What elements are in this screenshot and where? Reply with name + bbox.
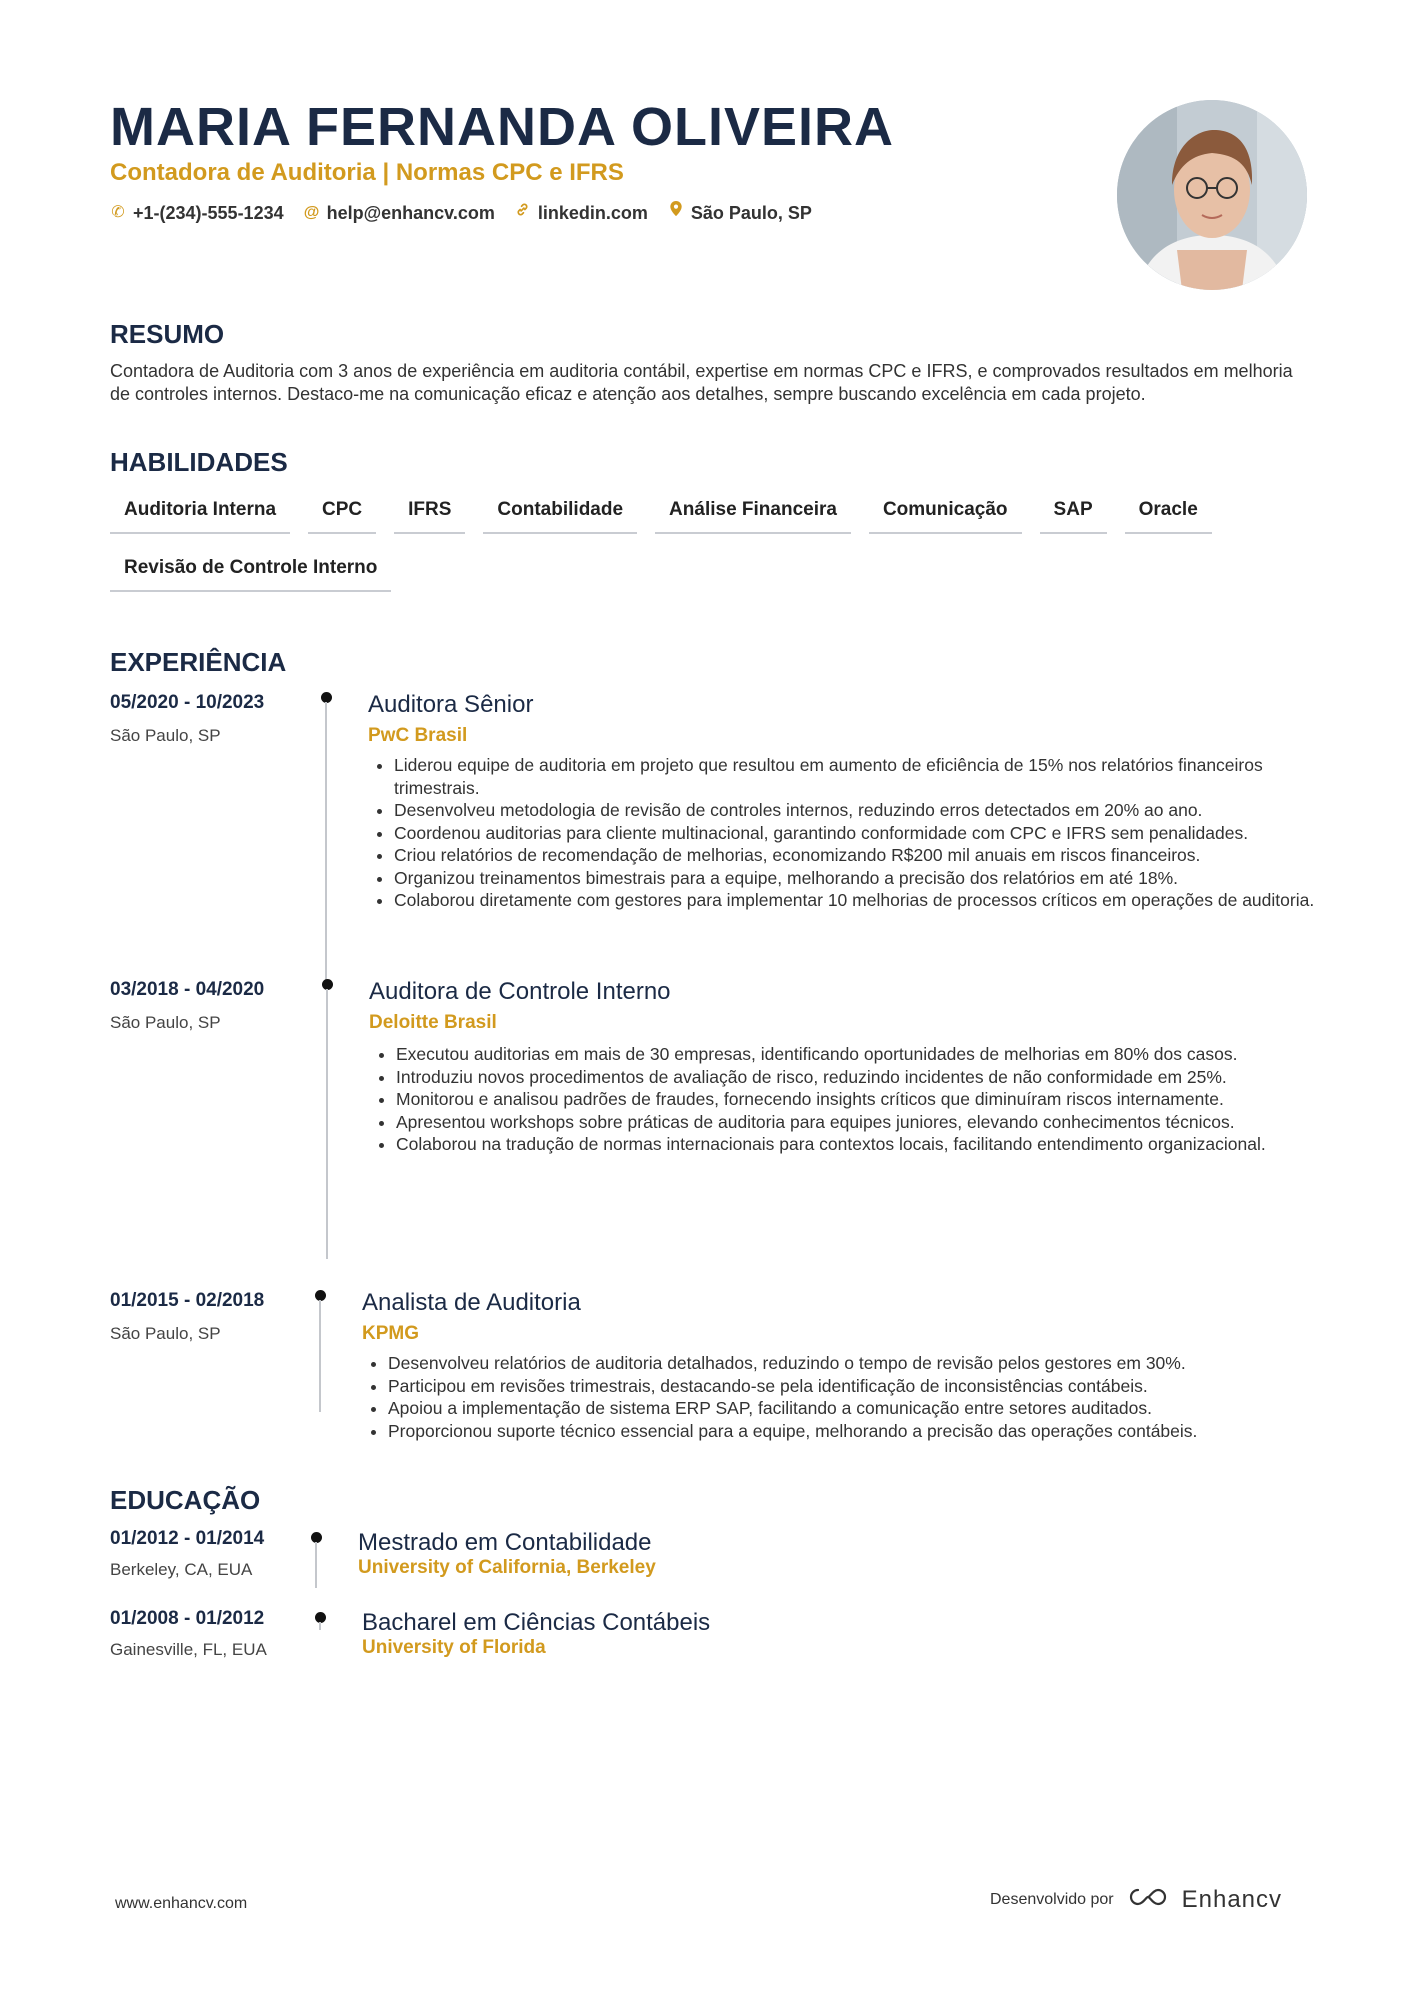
experience-company: KPMG <box>362 1323 419 1344</box>
education-location: Gainesville, FL, EUA <box>110 1640 267 1659</box>
timeline-line <box>319 1300 321 1412</box>
education-date: 01/2012 - 01/2014 <box>110 1528 265 1549</box>
education-heading: EDUCAÇÃO <box>110 1485 261 1515</box>
skill-tag: Oracle <box>1125 490 1212 534</box>
link-icon <box>515 200 531 226</box>
contact-location <box>668 200 812 226</box>
location-pin-icon <box>668 200 684 226</box>
profile-photo <box>1117 100 1307 290</box>
bullet-item: • Introduziu novos procedimentos de avaliação de risco, reduzindo incidentes de não conformidade em 25%. <box>396 1066 1326 1089</box>
contact-phone <box>110 200 284 226</box>
brand-name: Enhancv <box>1181 1885 1283 1913</box>
timeline-line <box>326 989 328 1259</box>
experience-location: São Paulo, SP <box>110 726 221 745</box>
experience-date: 05/2020 - 10/2023 <box>110 692 265 713</box>
experience-company: Deloitte Brasil <box>369 1012 497 1033</box>
contact-phone-text: +1-(234)-555-1234 <box>133 203 284 223</box>
experience-role: Analista de Auditoria <box>362 1289 581 1316</box>
bullet-item: • Colaborou diretamente com gestores para implementar 10 melhorias de processos críticos em operações de auditoria. <box>394 889 1324 912</box>
contact-linkedin-text[interactable]: linkedin.com <box>537 203 648 223</box>
experience-bullets <box>374 1043 1326 1156</box>
education-degree: Mestrado em Contabilidade <box>358 1529 652 1556</box>
summary-heading: RESUMO <box>110 319 225 349</box>
bullet-item: • Coordenou auditorias para cliente multinacional, garantindo conformidade com CPC e IFRS sem penalidades. <box>394 822 1324 845</box>
experience-heading: EXPERIÊNCIA <box>110 647 287 677</box>
bullet-item: • Desenvolveu relatórios de auditoria detalhados, reduzindo o tempo de revisão pelos gestores em 30%. <box>388 1352 1328 1375</box>
contact-linkedin[interactable] <box>515 200 648 226</box>
skill-tag: Análise Financeira <box>655 490 851 534</box>
at-icon: @ <box>303 204 320 221</box>
bullet-item: • Colaborou na tradução de normas internacionais para contextos locais, facilitando entendimento organizacional. <box>396 1133 1326 1156</box>
bullet-item: • Monitorou e analisou padrões de fraudes, fornecendo insights críticos que diminuíram riscos internamente. <box>396 1088 1326 1111</box>
experience-company: PwC Brasil <box>368 725 468 746</box>
skill-tag: Contabilidade <box>483 490 637 534</box>
timeline-line <box>315 1542 317 1588</box>
timeline-line <box>319 1622 321 1630</box>
bullet-item: • Participou em revisões trimestrais, destacando-se pela identificação de inconsistências contábeis. <box>388 1375 1328 1398</box>
education-school: University of California, Berkeley <box>358 1557 656 1578</box>
candidate-name: MARIA FERNANDA OLIVEIRA <box>110 97 894 157</box>
experience-bullets <box>366 1352 1328 1442</box>
experience-bullets <box>372 754 1324 912</box>
experience-role: Auditora de Controle Interno <box>369 978 671 1005</box>
contact-location-text: São Paulo, SP <box>690 203 812 223</box>
education-date: 01/2008 - 01/2012 <box>110 1608 265 1629</box>
experience-location: São Paulo, SP <box>110 1324 221 1343</box>
enhancv-logo-icon <box>1124 1885 1172 1914</box>
phone-icon: ✆ <box>111 204 125 221</box>
candidate-title: Contadora de Auditoria | Normas CPC e IFRS <box>110 159 624 186</box>
education-location: Berkeley, CA, EUA <box>110 1560 253 1579</box>
bullet-item: • Apoiou a implementação de sistema ERP SAP, facilitando a comunicação entre setores auditados. <box>388 1397 1328 1420</box>
experience-date: 03/2018 - 04/2020 <box>110 979 265 1000</box>
bullet-item: • Criou relatórios de recomendação de melhorias, economizando R$200 mil anuais em riscos financeiros. <box>394 844 1324 867</box>
experience-role: Auditora Sênior <box>368 691 534 718</box>
education-school: University of Florida <box>362 1637 546 1658</box>
skill-tag: Comunicação <box>869 490 1022 534</box>
skill-tag: SAP <box>1040 490 1107 534</box>
education-degree: Bacharel em Ciências Contábeis <box>362 1609 711 1636</box>
timeline-line <box>325 702 327 980</box>
footer-branding <box>990 1885 1282 1914</box>
bullet-item: • Proporcionou suporte técnico essencial para a equipe, melhorando a precisão das operações contábeis. <box>388 1420 1328 1443</box>
contact-email[interactable] <box>304 200 495 226</box>
experience-date: 01/2015 - 02/2018 <box>110 1290 265 1311</box>
bullet-item: • Liderou equipe de auditoria em projeto que resultou em aumento de eficiência de 15% nos relatórios financeiros trimestrais. <box>394 754 1324 799</box>
bullet-item: • Desenvolveu metodologia de revisão de controles internos, reduzindo erros detectados em 20% ao ano. <box>394 799 1324 822</box>
skill-tag: CPC <box>308 490 376 534</box>
contact-bar <box>110 200 812 226</box>
bullet-item: • Apresentou workshops sobre práticas de auditoria para equipes juniores, elevando conhecimentos técnicos. <box>396 1111 1326 1134</box>
skill-tag: Auditoria Interna <box>110 490 290 534</box>
bullet-item: • Executou auditorias em mais de 30 empresas, identificando oportunidades de melhorias em 80% dos casos. <box>396 1043 1326 1066</box>
summary-text: Contadora de Auditoria com 3 anos de experiência em auditoria contábil, expertise em normas CPC e IFRS, e comprovados resultados em melhoria de controles internos. Destaco-me na comunicação eficaz e atenção aos detalhes, sempre buscando excelência em cada projeto. <box>110 361 1293 404</box>
bullet-item: • Organizou treinamentos bimestrais para a equipe, melhorando a precisão dos relatórios em até 18%. <box>394 867 1324 890</box>
footer-website[interactable]: www.enhancv.com <box>115 1895 248 1912</box>
skill-tag: Revisão de Controle Interno <box>110 548 391 592</box>
powered-by-label: Desenvolvido por <box>990 1890 1114 1908</box>
experience-location: São Paulo, SP <box>110 1013 221 1032</box>
contact-email-text[interactable]: help@enhancv.com <box>326 203 495 223</box>
skills-heading: HABILIDADES <box>110 447 288 477</box>
skill-tag: IFRS <box>394 490 465 534</box>
skills-list <box>110 490 1320 592</box>
